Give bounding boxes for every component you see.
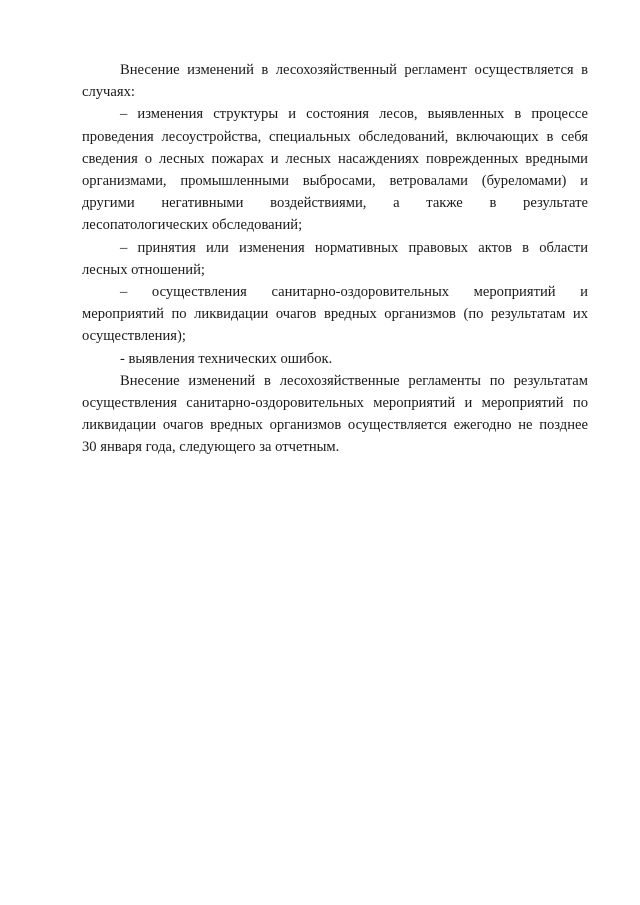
text-line: мероприятий по ликвидации очагов вредных организмов (по результатам их: [82, 306, 588, 323]
text-line: случаях:: [82, 84, 135, 101]
document-body: [82, 59, 588, 459]
text-line: организмами, промышленными выбросами, ветровалами (буреломами) и: [82, 173, 588, 190]
text-line: ликвидации очагов вредных организмов осуществляется ежегодно не позднее: [82, 417, 588, 434]
text-line: лесных отношений;: [82, 261, 205, 278]
text-line: – принятия или изменения нормативных правовых актов в области: [120, 239, 588, 256]
text-line: – изменения структуры и состояния лесов, выявленных в процессе: [120, 106, 588, 123]
text-line: - выявления технических ошибок.: [120, 350, 333, 367]
text-line: осуществления);: [82, 328, 186, 345]
paragraph-closing: [82, 370, 588, 459]
text-line: другими негативными воздействиями, а также в результате: [82, 195, 588, 212]
list-item-legal-acts: [82, 237, 588, 281]
text-line: осуществления санитарно-оздоровительных мероприятий и мероприятий по: [82, 395, 588, 412]
text-line: Внесение изменений в лесохозяйственные регламенты по результатам: [120, 372, 588, 389]
text-line: 30 января года, следующего за отчетным.: [82, 439, 340, 456]
text-line: проведения лесоустройства, специальных обследований, включающих в себя: [82, 128, 588, 145]
text-line: лесопатологических обследований;: [82, 217, 303, 234]
text-line: Внесение изменений в лесохозяйственный регламент осуществляется в: [120, 62, 588, 78]
text-line: – осуществления санитарно-оздоровительных мероприятий и: [120, 284, 588, 301]
list-item-structure-change: [82, 103, 588, 236]
paragraph-intro: [82, 59, 588, 103]
list-item-sanitary-measures: [82, 281, 588, 348]
list-item-technical-errors: [82, 348, 588, 370]
text-line: сведения о лесных пожарах и лесных насаждениях поврежденных вредными: [82, 150, 588, 167]
